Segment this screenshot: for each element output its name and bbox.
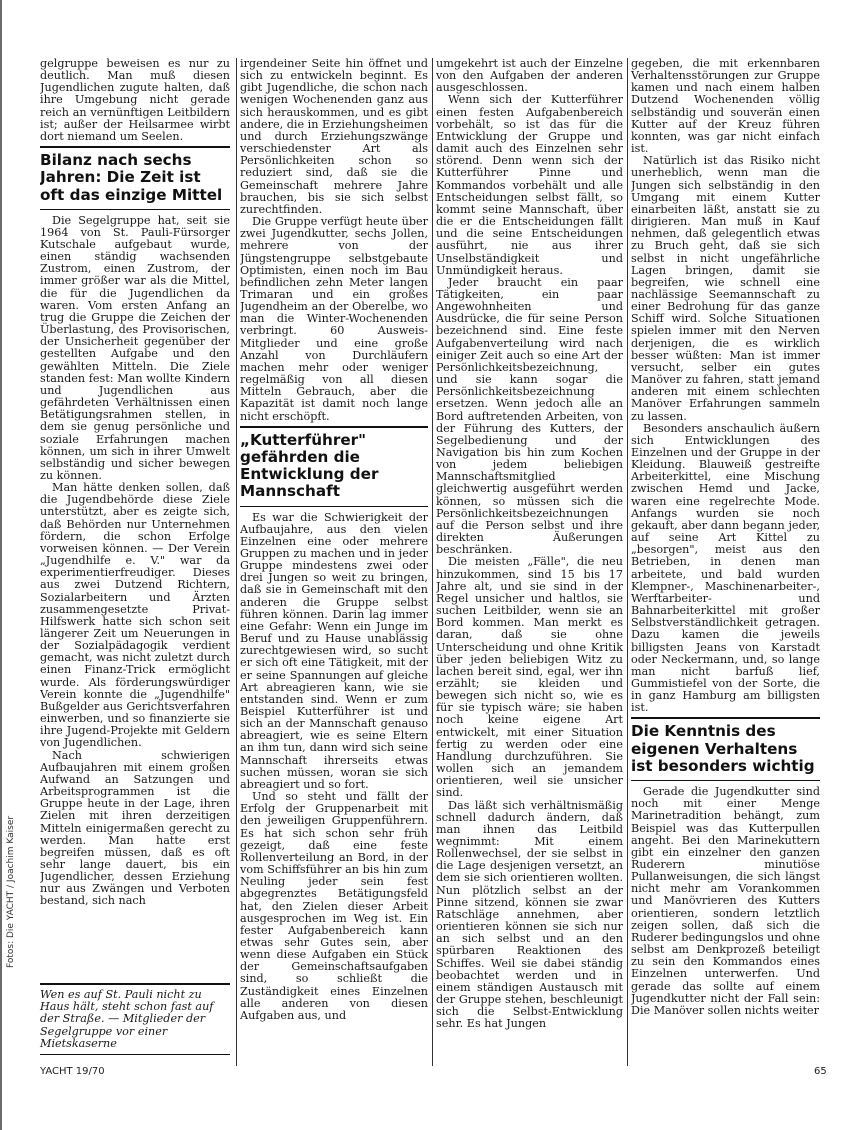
body-paragraph: Gerade die Jugendkutter sind noch mit einer Menge Marinetradition behängt, zum Beispiel was das Kutterpullen angeht. Bei den Marinekuttern gibt ein einzelner den ganzen Ruderern minutiöse Pullanweisungen, die sich längst nicht mehr am Vorankommen und Manövrieren des Kutters orientieren, sondern letztlich zeigen sollen, daß sich die Ruderer bedingungslos und ohne selbst am Denkprozeß beteiligt zu sein den Kommandos eines Einzelnen unterwerfen. Und gerade das sollte auf einem Jugendkutter nicht der Fall sein: Die Manöver sollen nichts weiter (631, 785, 820, 1017)
body-paragraph: Die Segelgruppe hat, seit sie 1964 von St. Pauli-Fürsorger Kutschale aufgebaut wurde, einen ständig wachsenden Zustrom, einen Zustrom, der immer größer war als die Mittel, die für die Jugendlichen da waren. Vom ersten Anfang an trug die Gruppe die Zeichen der Überlastung, des Provisorischen, der Unsicherheit gegenüber der gestellten Aufgabe und den gewählten Mitteln. Die Ziele standen fest: Man wollte Kindern und Jugendlichen aus gefährdeten Verhältnissen einen Betätigungsrahmen stellen, in dem sie genug persönliche und soziale Erfahrungen machen können, um sich in ihrer Umwelt selbständig und sicher bewegen zu können. (40, 213, 230, 482)
text-column-2 (240, 58, 428, 1098)
photo-credit (6, 815, 16, 968)
body-paragraph: Jeder braucht ein paar Tätigkeiten, ein paar Angewohnheiten und Ausdrücke, die für seine Person bezeichnend sind. Eine feste Aufgabenverteilung wird nach einiger Zeit auch so eine Art der Persönlichkeitsbezeichnung, und sie kann sogar die Persönlichkeitsbezeichnung ersetzen. Wenn jedoch alle an Bord auftretenden Arbeiten, von der Führung des Kutters, der Segelbedienung und der Navigation bis hin zum Kochen von jedem beliebigen Mannschaftsmitglied gleichwertig ausgeführt werden können, so müssen sich die Persönlichkeitsbezeichnungen auf die Person selbst und ihre direkten Äußerungen beschränken. (436, 275, 623, 557)
section-headline (631, 717, 820, 781)
body-paragraph: Man hätte denken sollen, daß die Jugendbehörde diese Ziele unterstützt, aber es zeigte sich, daß Behörden nur Unternehmen fördern, die schon Erfolge vorweisen können. — Der Verein „Jugendhilfe e. V." war da experimentierfreudiger. Dieses aus zwei Dutzend Richtern, Sozialarbeitern und Ärzten zusammengesetzte Privat-Hilfswerk hatte sich schon seit längerer Zeit um Neuerungen in der Sozialpädagogik verdient gemacht, was nicht zuletzt durch einen Finanz-Trick ermöglicht wurde. Als förderungswürdiger Verein konnte die „Jugendhilfe" Bußgelder aus Gerichtsverfahren einwerben, und so finanzierte sie ihre Jugend-Projekte mit Geldern von Jugendlichen. (40, 481, 230, 750)
text-column-4 (631, 58, 820, 1098)
text-column-1 (40, 58, 230, 1098)
section-headline (40, 146, 230, 210)
body-paragraph: gelgruppe beweisen es nur zu deutlich. Man muß diesen Jugendlichen zugute halten, daß ihre Umgebung nicht gerade reich an vernünftigen Leitbildern ist; außer der Heilsarmee wirbt dort niemand um Seelen. (40, 58, 230, 143)
body-paragraph: Das läßt sich verhältnismäßig schnell dadurch ändern, daß man ihnen das Leitbild wegnimmt: Mit einem Rollenwechsel, der sie selbst in die Lage desjenigen versetzt, an dem sie sich orientieren wollten. Nun plötzlich selbst an der Pinne sitzend, können sie zwar Ratschläge annehmen, aber orientieren können sie sich nur an sich selbst und an den spürbaren Reaktionen des Schiffes. Weil sie dabei ständig beobachtet werden und in einem ständigen Austausch mit der Gruppe stehen, beschleunigt sich die Selbst-Entwicklung sehr. Es hat Jungen (436, 798, 623, 1031)
body-paragraph: irgendeiner Seite hin öffnet und sich zu entwickeln beginnt. Es gibt Jugendliche, die schon nach wenigen Wochenenden ganz aus sich herauskommen, und es gibt andere, die in Erziehungsheimen und durch Erziehungszwänge verschiedenster Art als Persönlichkeiten schon so reduziert sind, daß sie die Gemeinschaft mehrere Jahre brauchen, bis sie sich selbst zurechtfinden. (240, 58, 428, 216)
body-paragraph: Es war die Schwierigkeit der Aufbaujahre, aus den vielen Einzelnen eine oder mehrere Gruppen zu machen und in jeder Gruppe mindestens zwei oder drei Jungen so weit zu bringen, daß sie in Gemeinschaft mit den anderen die Gruppe selbst führen können. Darin lag immer eine Gefahr: Wenn ein Junge im Beruf und zu Hause unablässig zurechtgewiesen wird, so sucht er sich oft eine Tätigkeit, mit der er seine Spannungen auf gleiche Art abreagieren kann, wie sie entstanden sind. Wenn er zum Beispiel Kutterführer ist und sich an der Mannschaft genauso abreagiert, wie es seine Eltern an ihm tun, dann wird sich seine Mannschaft ihrerseits etwas suchen müssen, woran sie sich abreagiert und so fort. (240, 510, 428, 791)
photo-caption (40, 983, 230, 1055)
body-paragraph: Die meisten „Fälle", die neu hinzukommen, sind 15 bis 17 Jahre alt, und sie sind in der Regel unsicher und haltlos, sie suchen Leitbilder, wenn sie an Bord kommen. Man merkt es daran, daß sie ohne Unterscheidung und ohne Kritik über jeden beliebigen Witz zu lachen bereit sind, egal, wer ihn erzählt; sie kleiden und bewegen sich nicht so, wie es für sie typisch wäre; sie haben noch keine eigene Art entwickelt, mit einer Situation fertig zu werden oder eine Handlung durchzuführen. Sie wollen sich an jemandem orientieren, weil sie unsicher sind. (436, 555, 623, 800)
body-paragraph: Die Gruppe verfügt heute über zwei Jugendkutter, sechs Jollen, mehrere von der Jüngstengruppe selbstgebaute Optimisten, einen noch im Bau befindlichen zehn Meter langen Trimaran und ein großes Jugendheim an der Oberelbe, wo man die Winter-Wochenenden verbringt. 60 Ausweis-Mitglieder und eine große Anzahl von Durchläufern machen mehr oder weniger regelmäßig von all diesen Mitteln Gebrauch, aber die Kapazität ist damit noch lange nicht erschöpft. (240, 215, 428, 423)
photo-credit-text: Fotos: Die YACHT / Joachim Kaiser (6, 815, 16, 968)
body-paragraph: Nach schwierigen Aufbaujahren mit einem großen Aufwand an Satzungen und Arbeitsprogrammen ist die Gruppe heute in der Lage, ihren Zielen mit ihren derzeitigen Mitteln einigermaßen gerecht zu werden. Man hatte erst begreifen müssen, daß es oft sehr lange dauert, bis ein Jugendlicher, dessen Erziehung nur aus Zwängen und Verboten bestand, sich nach (40, 748, 230, 908)
body-paragraph: gegeben, die mit erkennbaren Verhaltensstörungen zur Gruppe kamen und nach einem halben Dutzend Wochenenden völlig selbständig und souverän einen Kutter auf der Kreuz führen konnten, was gar nicht einfach ist. (631, 58, 820, 156)
footer-page-number: 65 (814, 1066, 827, 1077)
page-edge-shadow (0, 0, 2, 1130)
column-rule-1 (236, 58, 237, 1066)
column-rule-3 (627, 58, 628, 1066)
body-paragraph: Besonders anschaulich äußern sich Entwicklungen des Einzelnen und der Gruppe in der Kleidung. Blauweiß gestreifte Arbeiterkittel, eine Mischung zwischen Hemd und Jacke, waren eine regelrechte Mode. Anfangs wurden sie noch gekauft, aber dann begann jeder, auf seine Art Kittel zu „besorgen", meist aus den Betrieben, in denen man arbeitete, und bald wurden Klempner-, Maschinenarbeiter-, Werftarbeiter- und Bahnarbeiterkittel mit großer Selbstverständlichkeit getragen. Dazu kamen die jeweils billigsten Jeans von Karstadt oder Neckermann, und, so lange man nicht barfuß lief, Gummistiefel von der Sorte, die in ganz Hamburg am billigsten ist. (631, 421, 820, 715)
footer-issue: YACHT 19/70 (40, 1066, 105, 1077)
section-headline-text: Bilanz nach sechs Jahren: Die Zeit ist oft das einzige Mittel (40, 151, 223, 204)
section-headline-text: „Kutterführer" gefährden die Entwicklung der Mannschaft (240, 430, 379, 501)
body-paragraph: Wenn sich der Kutterführer einen festen Aufgabenbereich vorbehält, so ist das für die Entwicklung der Gruppe und damit auch des Einzelnen sehr störend. Denn wenn sich der Kutterführer Pinne und Kommandos vorbehält und alle Entscheidungen selbst fällt, so kommt seine Mannschaft, über die er die Entscheidungen fällt und die seine Entscheidungen ausführt, nie aus ihrer Unselbständigkeit und Unmündigkeit heraus. (436, 93, 623, 277)
section-headline-text: Die Kenntnis des eigenen Verhaltens ist besonders wichtig (631, 722, 815, 775)
column-rule-2 (432, 58, 433, 1066)
body-paragraph: umgekehrt ist auch der Einzelne von den Aufgaben der anderen ausgeschlossen. (436, 58, 623, 95)
body-paragraph: Und so steht und fällt der Erfolg der Gruppenarbeit mit den jeweiligen Gruppenführern. Es hat sich schon sehr früh gezeigt, daß eine feste Rollenverteilung an Bord, in der vom Schiffsführer an bis hin zum Neuling jeder sein fest abgegrenztes Betätigungsfeld hat, den Zielen dieser Arbeit ausgesprochen im Weg ist. Ein fester Aufgabenbereich kann etwas sehr Gutes sein, aber wenn diese Aufgaben ein Stück der Gemeinschaftsaufgaben sind, so schließt die Zuständigkeit eines Einzelnen alle anderen von diesen Aufgaben aus, und (240, 790, 428, 1022)
section-headline (240, 426, 428, 507)
text-column-3 (436, 58, 623, 1098)
photo-caption-text: Wen es auf St. Pauli nicht zu Haus hält, steht schon fast auf der Straße. — Mitglieder der Segelgruppe vor einer Mietskaserne (40, 988, 214, 1050)
body-paragraph: Natürlich ist das Risiko nicht unerheblich, wenn man die Jungen sich selbständig in den Umgang mit einem Kutter einarbeiten läßt, anstatt sie zu dirigieren. Man muß in Kauf nehmen, daß gelegentlich etwas zu Bruch geht, daß sie sich selbst in nicht ungefährliche Lagen bringen, damit sie begreifen, wie schnell eine nachlässige Seemannschaft zu einer Bedrohung für das ganze Schiff wird. Solche Situationen spielen immer mit den Nerven derjenigen, die es wirklich besser wüßten: Man ist immer versucht, selber ein gutes Manöver zu fahren, statt jemand anderen mit einem schlechten Manöver Erfahrungen sammeln zu lassen. (631, 154, 820, 423)
